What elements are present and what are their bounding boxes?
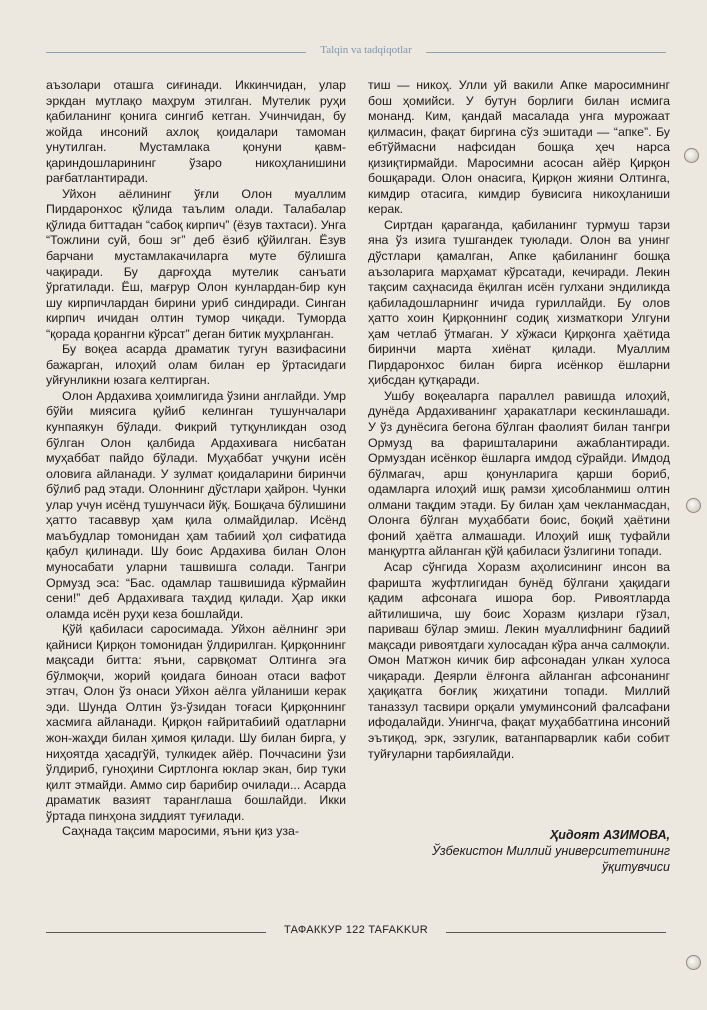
paragraph: Қўй қабиласи саросимада. Уйхон аёлнинг эри қайниси Қирқон томонидан ўлдирилган. Қирқоннинг мақсади битта: яъни, сарвқомат Олтинга эга бўлмоқчи, жорий қоидага биноан отаси вафот этгач, Олон ўз онаси Уйхон аёлга уйланиши керак эди. Шунда Олтин ўз-ўзидан тоғаси Қирқоннинг хасмига айланади. Қирқон ғайритабиий одатларни жон-жаҳди билан ҳимоя қилади. Шу билан бирга, у ниҳоятда ҳасадгўй, тулкидек айёр. Поччасини ўзи ўлдириб, гуноҳини Сиртлонга юклар экан, бир туки қилт этмайди. Аммо сир барибир очилади... Асарда драматик вазият таранглаша бошлайди. Икки ўртада пинҳона зиддият туғилади.: [46, 622, 346, 823]
author-title-line1: Ўзбекистон Миллий университетининг: [431, 844, 670, 858]
paragraph: Саҳнада тақсим маросими, яъни қиз уза-: [62, 824, 300, 839]
paragraph: Бу воқеа асарда драматик тугун вазифасини бажарган, илоҳий олам билан ер ўртасидаги уйғунликни юзага келтирган.: [46, 342, 346, 388]
running-title: Talqin va tadqiqotlar: [320, 44, 412, 56]
author-title-line2: ўқитувчиси: [602, 860, 670, 874]
paragraph: Асар сўнгида Хоразм аҳолисининг инсон ва фаришта жуфтлигидан бунёд бўлгани ҳақидаги қадим афсонага ишора бор. Ривоятларда айтилишича, шу боис Хоразм қизлари гўзал, париваш бўлар эмиш. Лекин муаллифнинг бадиий мақсади ривоятдаги хулосадан кўра анча салмоқли. Омон Матжон кичик бир афсонадан улкан хулоса чиқаради. Деярли ёлғонга айланган афсонанинг ҳақиқатга боғлиқ жиҳатини топади. Миллий таназзул тасвири орқали умуминсоний фалсафани ифодалайди. Унингча, фақат муҳаббатгина инсоний эътиқод, эрк, эзгулик, ватанпарварлик каби собит туйғуларни тарбиялайди.: [368, 559, 670, 761]
binder-hole-middle: [686, 498, 701, 513]
paragraph: Ушбу воқеаларга параллел равишда илоҳий, дунёда Ардахиванинг ҳаракатлари кескинлашади. У ўз дунёсига бегона бўлган фаолият билан тангри Ормузд ва фаришталарини ажаблантиради. Ормуздан исёнкор ёшларга имдод сўрайди. Имдод бўлмагач, арш қонунларига қарши бориб, одамларга илоҳий ишқ рамзи ҳисобланмиш олтин олмани тақдим этади. Бу билан ҳам чекланмасдан, Олонга бўлган муҳаббати боис, боқий ҳаётини фоний ҳаётга алмашади. Илоҳий ишқ туфайли манқуртга айланган қўй қабиласи ўзлигини топади.: [368, 388, 670, 559]
page-footer: [46, 924, 666, 940]
binder-hole-top: [684, 148, 699, 163]
footer-page-label: ТАФАККУР 122 TAFAKKUR: [283, 924, 429, 936]
author-signature: [368, 827, 670, 875]
paragraph: Олон Ардахива ҳоимлигида ўзини англайди. Умр бўйи миясига қуйиб келинган тушунчалари кунпаякун бўлади. Фикрий тутқунликдан озод бўлган Олон қалбида Ардахивага нисбатан муҳаббат пайдо бўлади. Муҳаббат учқуни исён оловига айланади. У зулмат қоидаларини биринчи бўлиб рад этади. Олоннинг дўстлари ҳайрон. Чунки улар учун исёнд тушунчаси йўқ. Бошқача бўлишини ҳатто тасаввур ҳам қила олмайдилар. Исёнд маъбудлар томонидан ҳам табиий ҳол сифатида қабул қилинади. Шу боис Ардахива билан Олон муносабати уларни ташвишга солади. Тангри Ормузд эса: “Бас. одамлар ташвишида кўрмайин сени!” деб Ардахивага таҳдид қилади. Ҳар икки оламда исён руҳи кеза бошлайди.: [46, 388, 346, 621]
header-rule-right: [426, 52, 666, 53]
author-name: Ҳидоят АЗИМОВА,: [549, 828, 670, 842]
paragraph: Сиртдан қараганда, қабиланинг турмуш тарзи яна ўз изига тушгандек туюлади. Олон ва унинг дўстлари қамалган, Апке қабиланинг бошқа аъзоларига марҳамат кўрсатади, кечиради. Лекин тақсим саҳнасида ёқилган исён гулхани эндиликда қабиладошларнинг ичида гуриллайди. Бу олов ҳатто хоин Қирқоннинг содиқ хизматкори Улгуни ҳам четлаб ўтмаган. У хўжаси Қирқонга ҳаётида биринчи марта хиёнат қилади. Муаллим Пирдаронхос билан бирга исёнкор ёшларни ҳибсдан қутқаради.: [368, 217, 670, 388]
footer-rule-left: [46, 932, 266, 933]
footer-rule-right: [446, 932, 666, 933]
binder-hole-bottom: [686, 955, 701, 970]
left-text-column: [46, 78, 346, 840]
paragraph: тиш — никоҳ. Улли уй вакили Апке маросимнинг бош ҳомийси. У бутун борлиги билан исмига монанд. Ким, қандай масалада унга мурожаат қилмасин, фақат биргина сўз эшитади — “апке”. Бу ебтўймасни нафсидан бошқа ҳеч нарса қизиқтирмайди. Маросимни асосан айёр Қирқон бошқаради. Олон онасига, Қирқон жияни Олтинга, кимдир отасига, кимдир бувисига никоҳланиши керак.: [368, 78, 670, 217]
paragraph: Уйхон аёлининг ўғли Олон муаллим Пирдаронхос қўлида таълим олади. Талабалар қўлида биттадан “сабоқ кирпич” (ёзув тахтаси). Унга “Тожлини суй, бош эг” деб ёзиб қўйилган. Ёзув барчани мустамлакачиларга муте бўлишга чақиради. Бу дарғоҳда мутелик санъати ўргатилади. Ёш, мағрур Олон кунлардан-бир кун шу кирпичлардан бирини уриб синдиради. Синган кирпич ичидан олтин тумор чиқади. Туморда “қорада қорангни кўрсат” деган битик муҳрланган.: [46, 186, 346, 341]
paragraph: аъзолари оташга сиғинади. Иккинчидан, улар эркдан мутлақо маҳрум этилган. Мутелик руҳи қабиланинг қонига сингиб кетган. Учинчидан, бу жойда инсоний ахлоқ қоидалари тамоман унутилган. Мустамлака қонуни қавм-қариндошларининг ўзаро никоҳланишини рағбатлантиради.: [46, 78, 346, 186]
right-text-column: [368, 78, 670, 762]
header-rule-left: [46, 52, 306, 53]
